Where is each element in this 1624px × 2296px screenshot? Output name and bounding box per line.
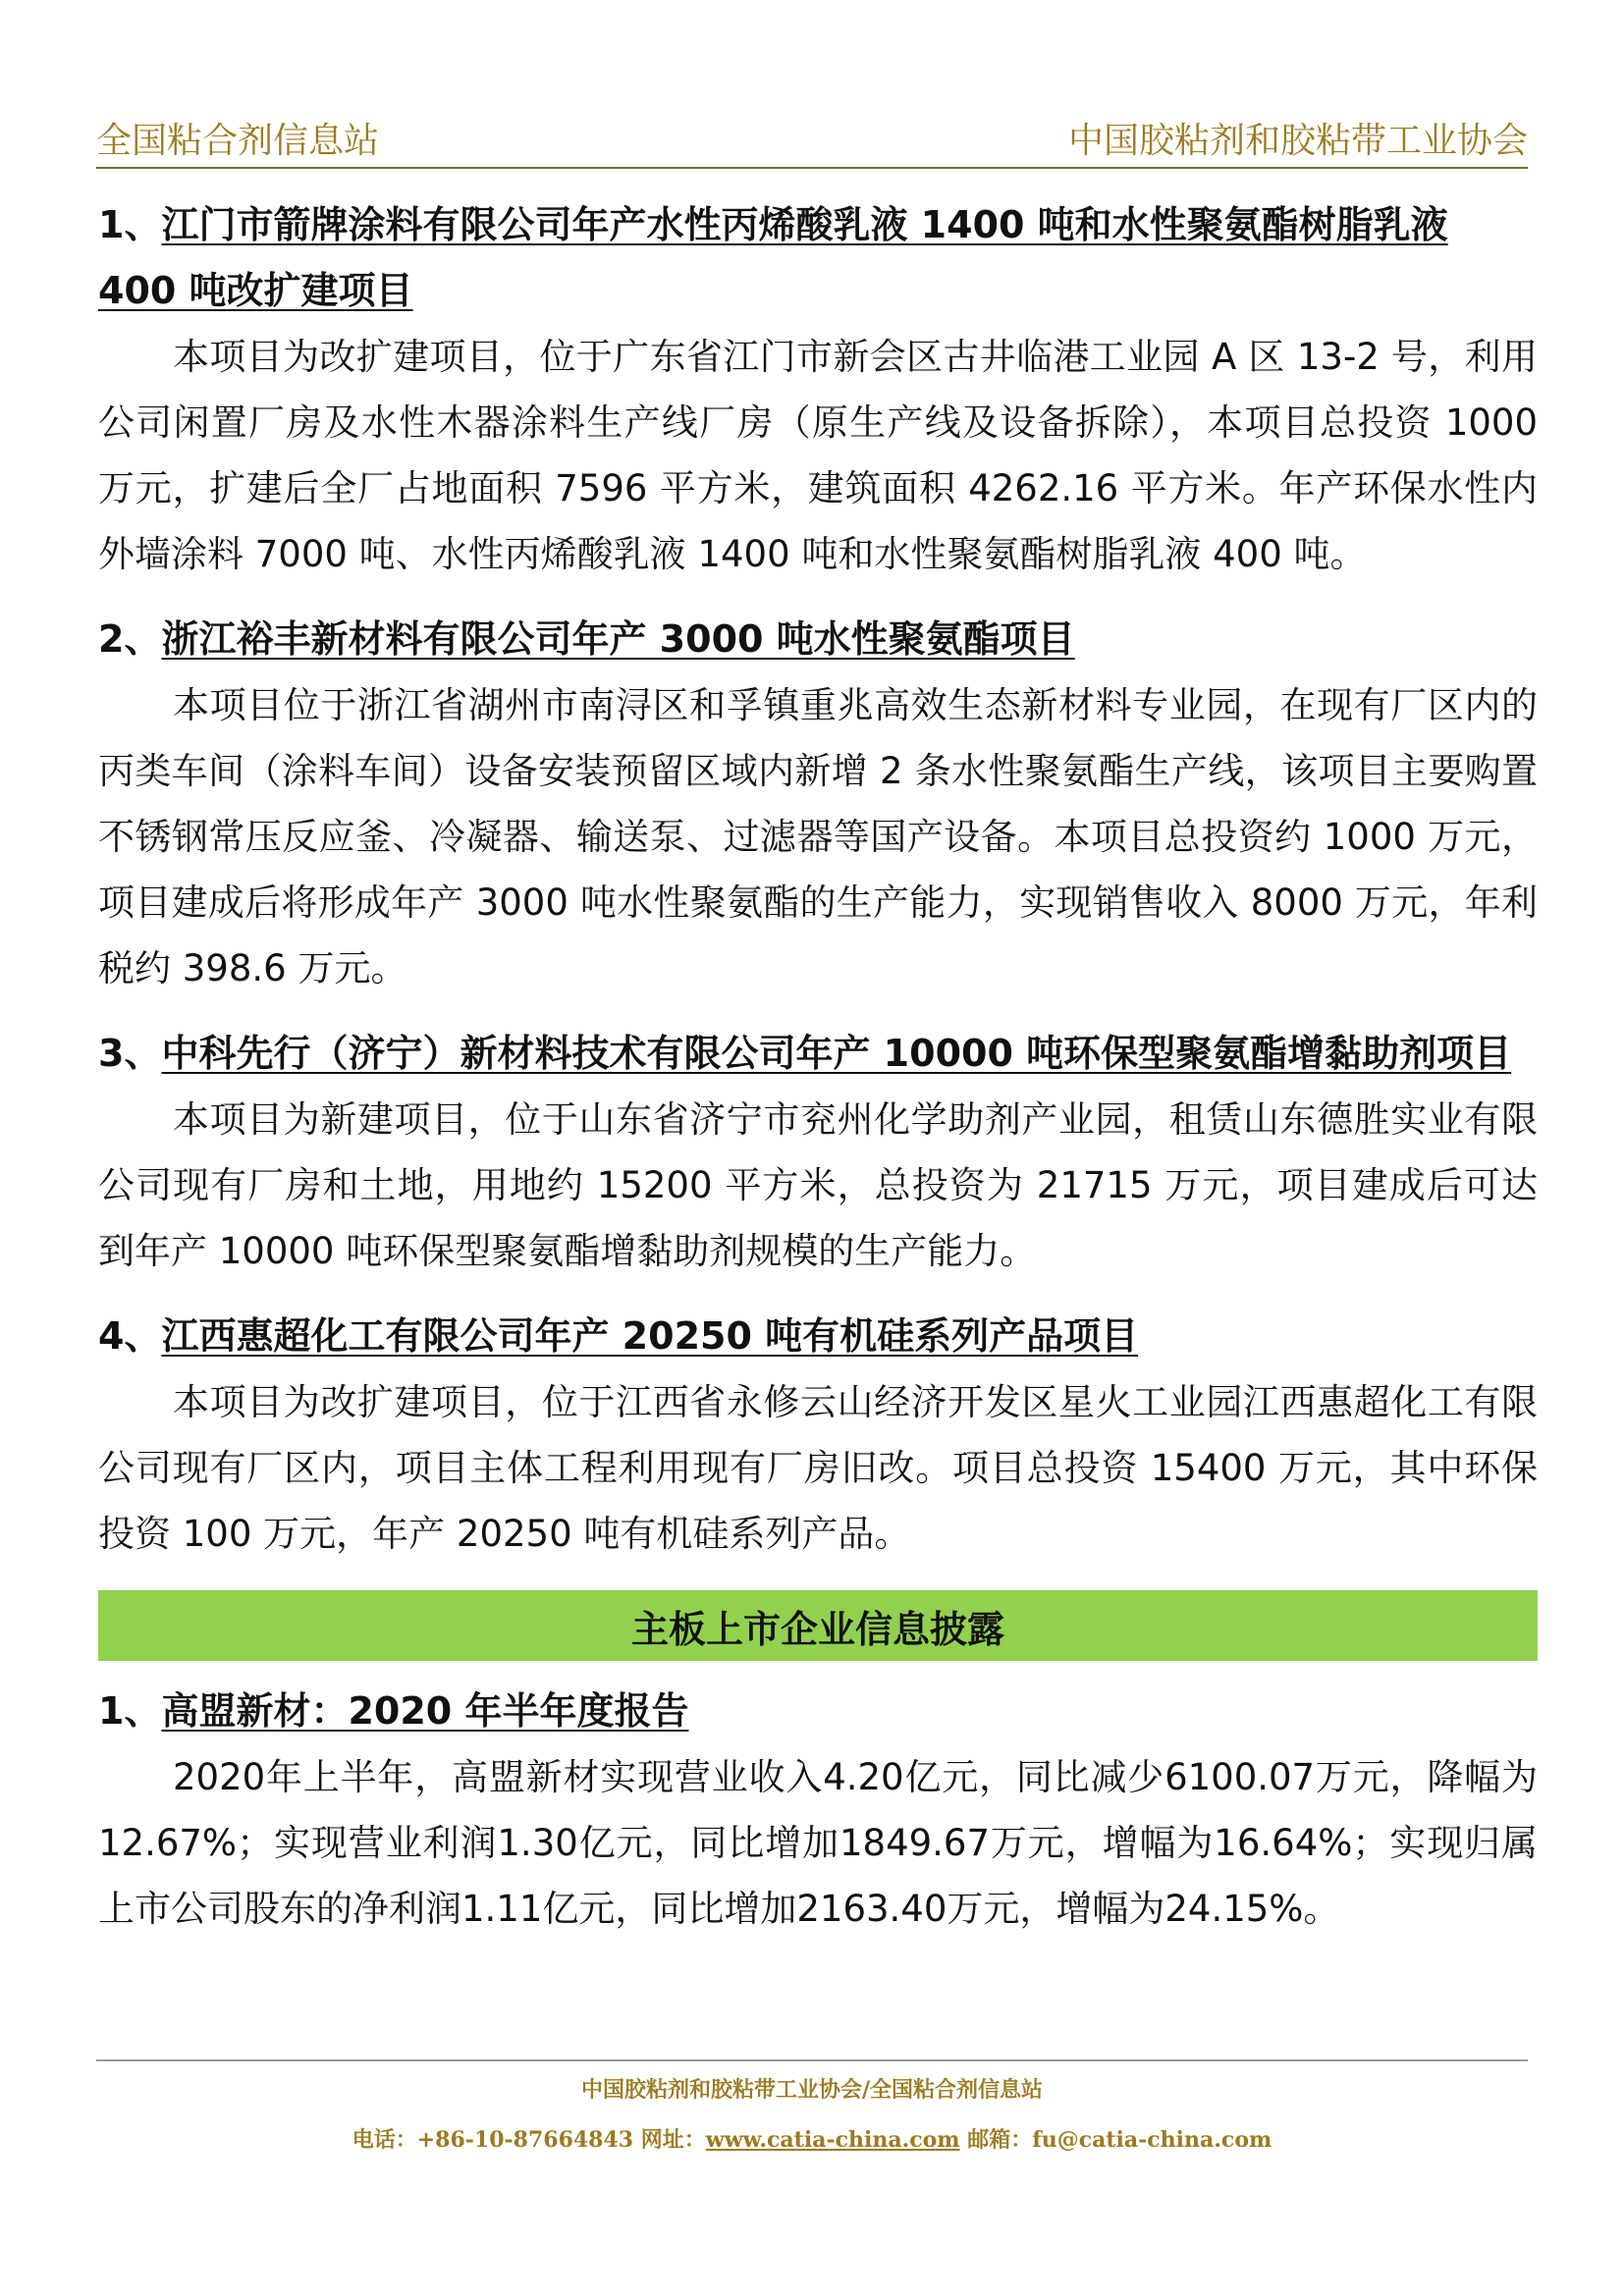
heading-title: 中科先行（济宁）新材料技术有限公司年产 10000 吨环保型聚氨酯增黏助剂项目 <box>161 1032 1512 1075</box>
listed-body-1: 2020年上半年，高盟新材实现营业收入4.20亿元，同比减少6100.07万元，降幅为12.67%；实现营业利润1.30亿元，同比增加1849.67万元，增幅为16.64%；实现归属上市公司股东的净利润1.11亿元，同比增加2163.40万元，增幅为24.15%。 <box>98 1756 1538 1930</box>
heading-title: 浙江裕丰新材料有限公司年产 3000 吨水性聚氨酯项目 <box>161 617 1075 661</box>
project-heading-4 <box>98 1304 1538 1369</box>
heading-number: 1、 <box>98 203 162 246</box>
footer-phone: 电话：+86-10-87664843 网址： <box>352 2127 706 2153</box>
footer-divider <box>96 2059 1528 2061</box>
section-banner: 主板上市企业信息披露 <box>98 1590 1538 1661</box>
footer-organization: 中国胶粘剂和胶粘带工业协会/全国粘合剂信息站 <box>580 2077 1044 2103</box>
project-heading-3 <box>98 1021 1538 1087</box>
heading-title: 江门市箭牌涂料有限公司年产水性丙烯酸乳液 1400 吨和水性聚氨酯树脂乳液 400 吨改扩建项目 <box>98 203 1448 312</box>
header-right-title: 中国胶粘剂和胶粘带工业协会 <box>1067 121 1528 161</box>
listed-heading-1 <box>98 1679 1538 1744</box>
project-heading-1 <box>98 192 1538 324</box>
project-body-3: 本项目为新建项目，位于山东省济宁市兖州化学助剂产业园，租赁山东德胜实业有限公司现有厂房和土地，用地约 15200 平方米，总投资为 21715 万元，项目建成后可达到年产 10000 吨环保型聚氨酯增黏助剂规模的生产能力。 <box>98 1098 1538 1272</box>
heading-number: 2、 <box>98 617 162 661</box>
project-body-4: 本项目为改扩建项目，位于江西省永修云山经济开发区星火工业园江西惠超化工有限公司现有厂区内，项目主体工程利用现有厂房旧改。项目总投资 15400 万元，其中环保投资 100 万元，年产 20250 吨有机硅系列产品。 <box>98 1381 1538 1555</box>
heading-number: 3、 <box>98 1032 162 1075</box>
heading-number: 4、 <box>98 1314 162 1358</box>
header-left-title: 全国粘合剂信息站 <box>96 121 380 161</box>
main-content <box>98 192 1538 1961</box>
footer-email: 邮箱：fu@catia-china.com <box>959 2127 1272 2153</box>
footer-website-link[interactable]: www.catia-china.com <box>705 2127 960 2153</box>
heading-title: 江西惠超化工有限公司年产 20250 吨有机硅系列产品项目 <box>161 1314 1139 1358</box>
project-heading-2 <box>98 607 1538 672</box>
project-body-1: 本项目为改扩建项目，位于广东省江门市新会区古井临港工业园 A 区 13-2 号，利用公司闲置厂房及水性木器涂料生产线厂房（原生产线及设备拆除），本项目总投资 1000 万元，扩建后全厂占地面积 7596 平方米，建筑面积 4262.16 平方米。年产环保水性内外墙涂料 7000 吨、水性丙烯酸乳液 1400 吨和水性聚氨酯树脂乳液 400 吨。 <box>98 336 1538 575</box>
project-body-2: 本项目位于浙江省湖州市南浔区和孚镇重兆高效生态新材料专业园，在现有厂区内的丙类车间（涂料车间）设备安装预留区域内新增 2 条水性聚氨酯生产线，该项目主要购置不锈钢常压反应釜、冷凝器、输送泵、过滤器等国产设备。本项目总投资约 1000 万元，项目建成后将形成年产 3000 吨水性聚氨酯的生产能力，实现销售收入 8000 万元，年利税约 398.6 万元。 <box>98 684 1538 989</box>
footer-contact <box>0 2123 1624 2154</box>
heading-title: 高盟新材：2020 年半年度报告 <box>161 1689 689 1733</box>
heading-number: 1、 <box>98 1689 162 1733</box>
page-header <box>96 116 1528 169</box>
